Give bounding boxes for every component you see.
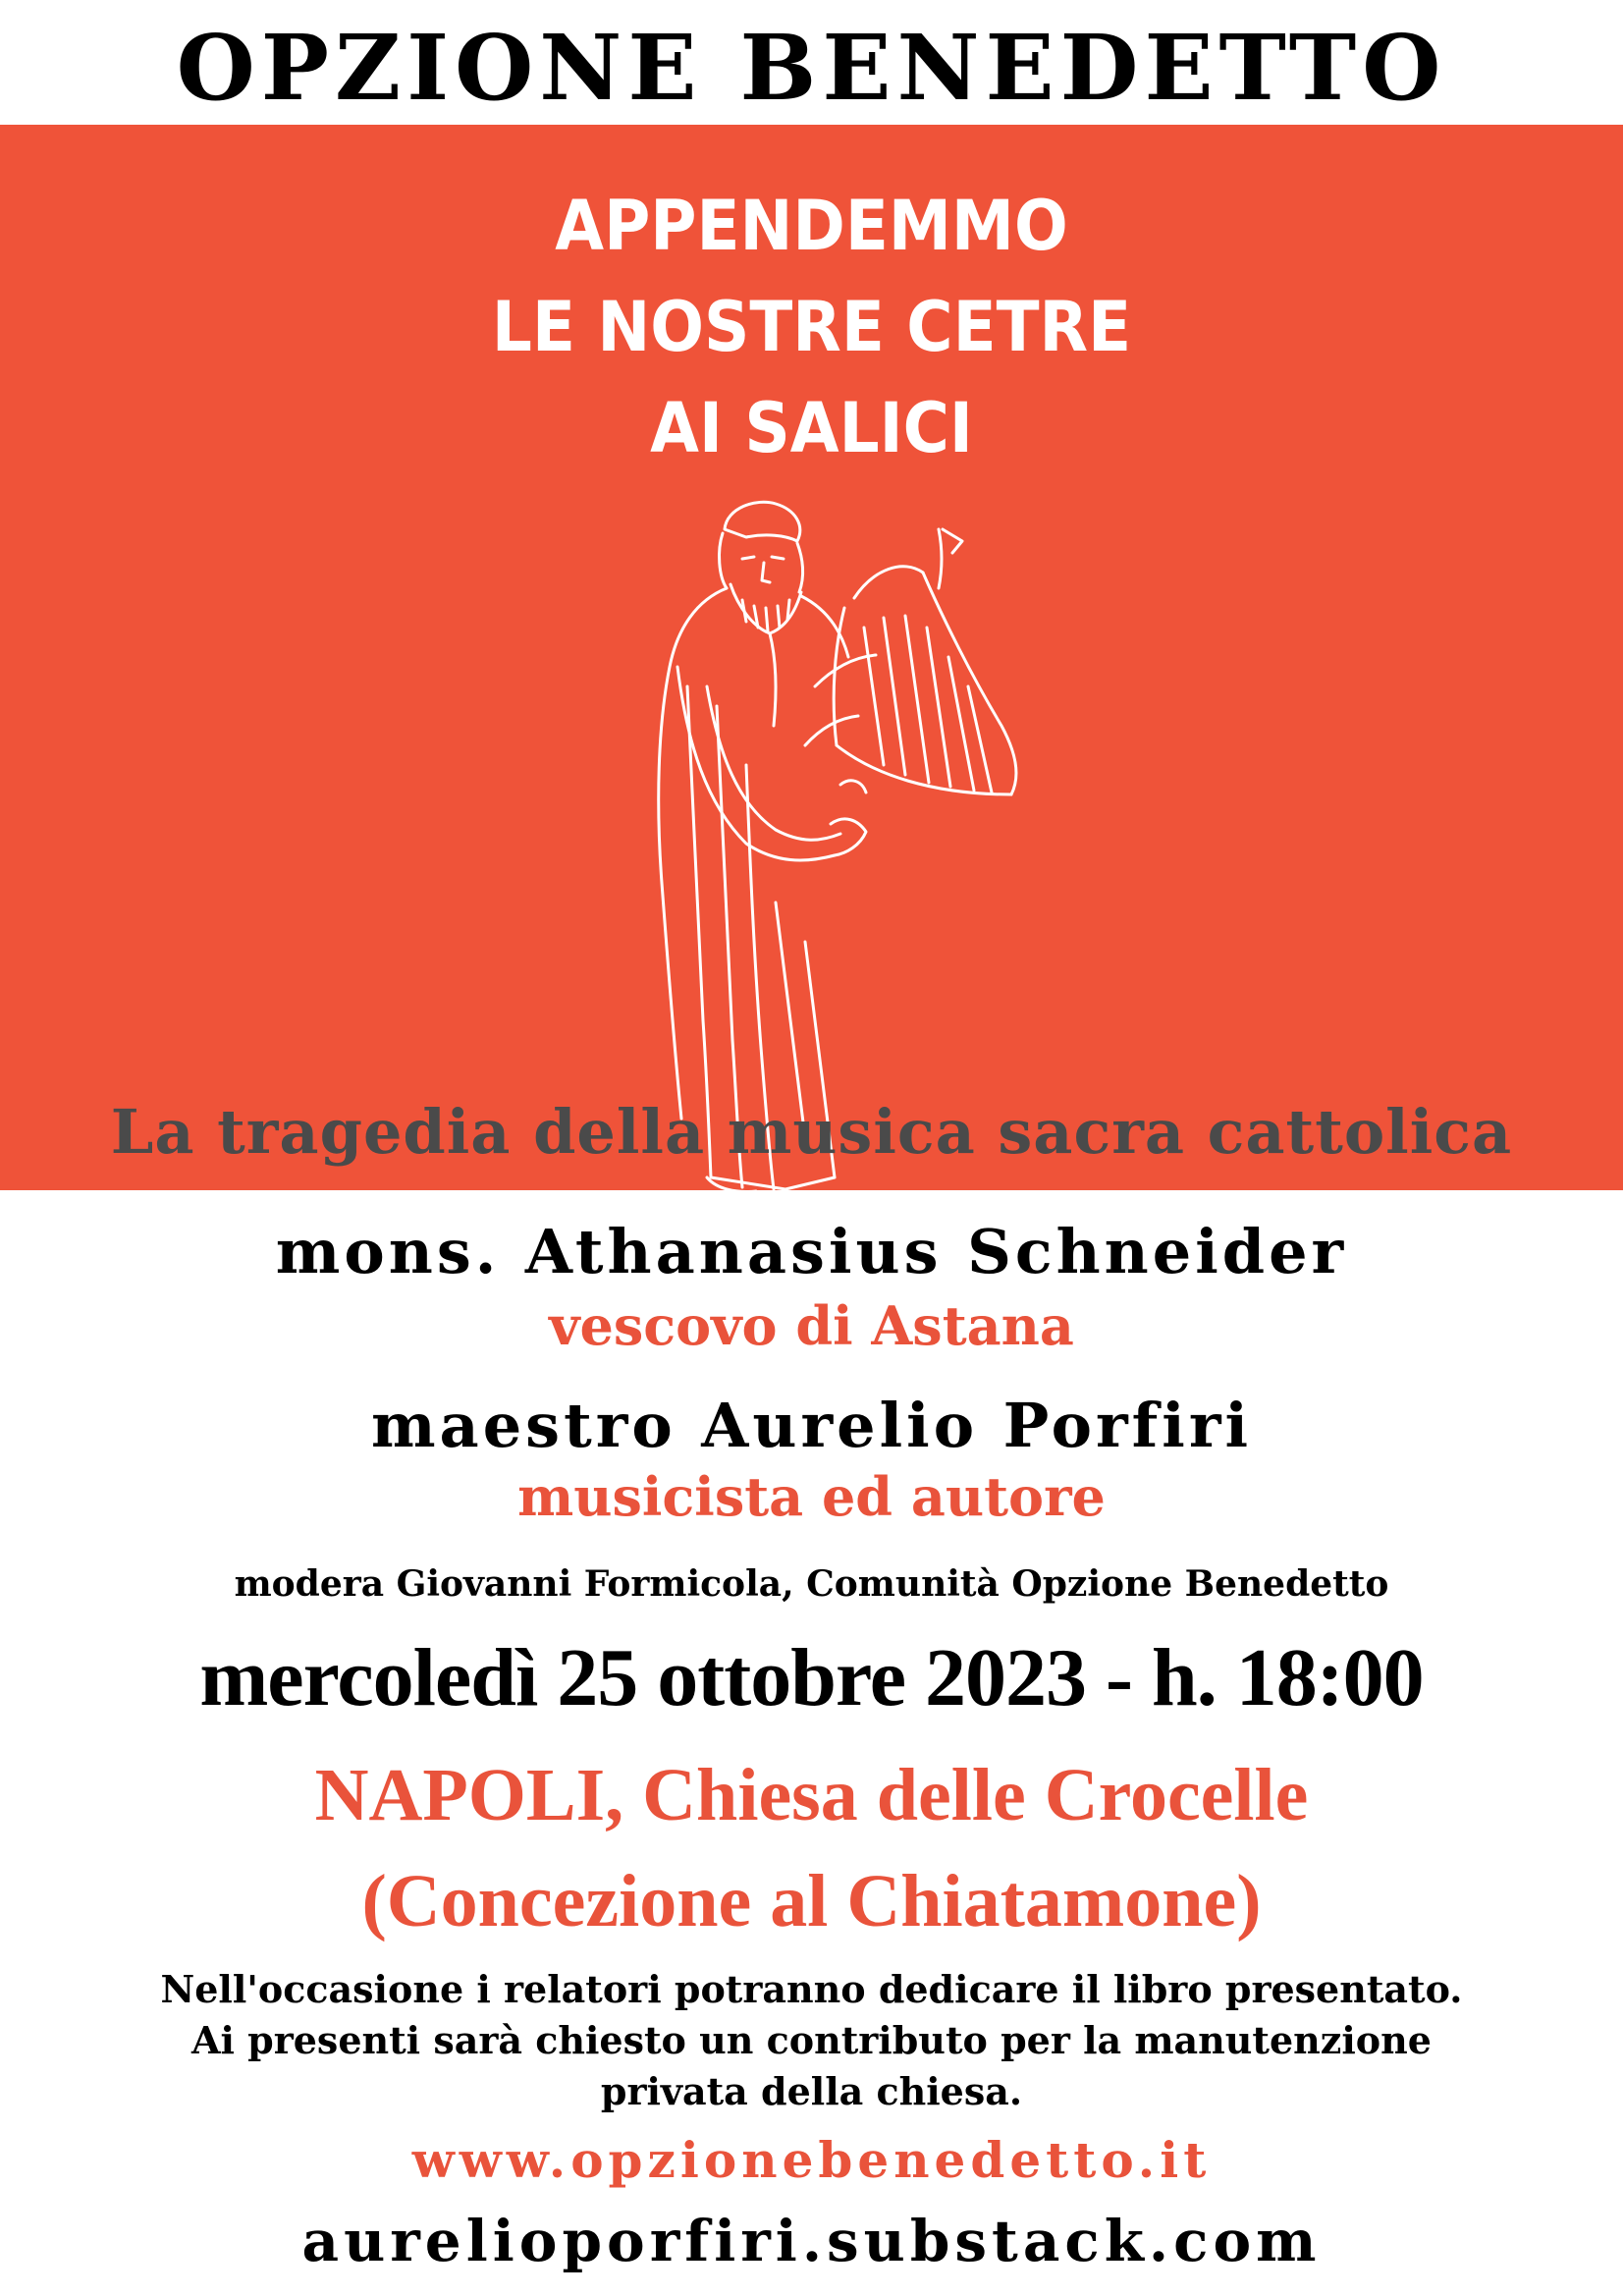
book-cover-banner	[0, 125, 1623, 1190]
speaker-2-name: maestro Aurelio Porfiri	[370, 1390, 1253, 1461]
substack-link[interactable]: aurelioporfiri.substack.com	[301, 2208, 1322, 2274]
moderator-line: modera Giovanni Formicola, Comunità Opzione Benedetto	[234, 1563, 1389, 1605]
note-line-2: Ai presenti sarà chiesto un contributo per la manutenzione	[191, 2018, 1432, 2062]
website-link[interactable]: www.opzionebenedetto.it	[411, 2131, 1212, 2189]
book-title	[0, 176, 1623, 479]
event-notes	[0, 1964, 1623, 2117]
series-title: OPZIONE BENEDETTO	[176, 15, 1447, 121]
event-venue-detail: (Concezione al Chiatamone)	[361, 1860, 1262, 1942]
book-title-line-3: AI SALICI	[650, 388, 973, 468]
note-line-3: privata della chiesa.	[600, 2069, 1023, 2113]
book-title-line-2: LE NOSTRE CETRE	[491, 287, 1132, 367]
speaker-1-role: vescovo di Astana	[549, 1294, 1074, 1357]
speaker-1-name: mons. Athanasius Schneider	[275, 1216, 1348, 1287]
book-title-line-1: APPENDEMMO	[555, 186, 1068, 266]
event-venue: NAPOLI, Chiesa delle Crocelle	[314, 1754, 1309, 1836]
speaker-2-role: musicista ed autore	[517, 1465, 1106, 1528]
note-line-1: Nell'occasione i relatori potranno dedicare il libro presentato.	[160, 1967, 1463, 2011]
book-subtitle: La tragedia della musica sacra cattolica	[110, 1096, 1513, 1168]
event-date-time: mercoledì 25 ottobre 2023 - h. 18:00	[199, 1632, 1424, 1723]
